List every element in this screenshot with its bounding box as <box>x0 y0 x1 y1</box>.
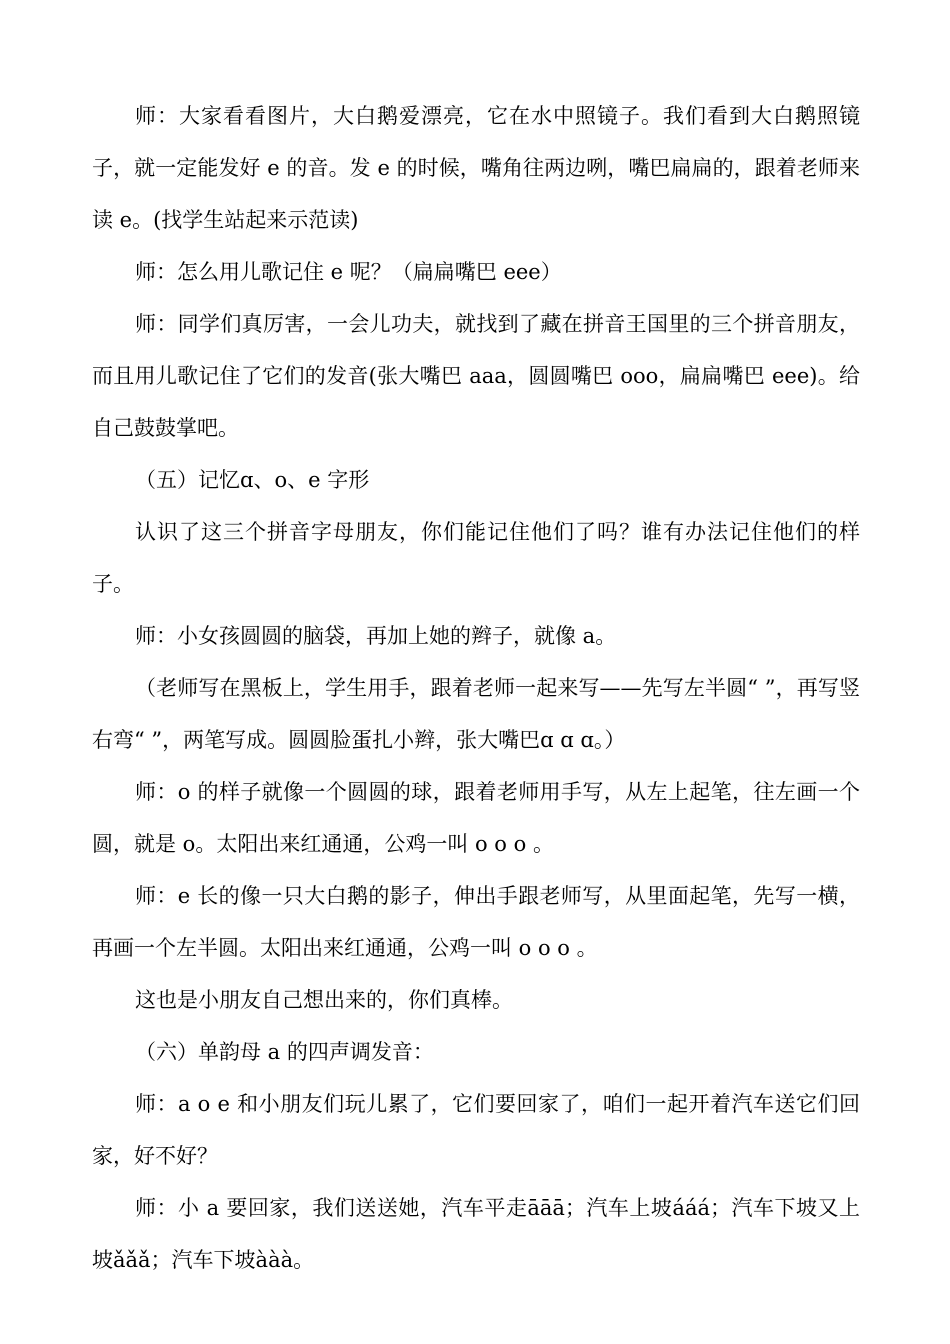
paragraph-remember-shapes: 认识了这三个拼音字母朋友，你们能记住他们了吗？谁有办法记住他们的样子。 <box>92 520 860 596</box>
paragraph-e-rhyme: 师：怎么用儿歌记住 e 呢？（扁扁嘴巴 eee） <box>135 260 562 284</box>
paragraph-praise: 师：同学们真厉害，一会儿功夫，就找到了藏在拼音王国里的三个拼音朋友，而且用儿歌记住了它们的发音(张大嘴巴 aaa，圆圆嘴巴 ooo，扁扁嘴巴 eee)。给自己鼓鼓掌吧。 <box>92 312 860 440</box>
paragraph-a-writing: （老师写在黑板上，学生用手，跟着老师一起来写——先写左半圆“ ”，再写竖右弯“ ”，两笔写成。圆圆脸蛋扎小辫，张大嘴巴ɑ ɑ ɑ。） <box>92 676 860 752</box>
paragraph-teacher-e-goose: 师：大家看看图片，大白鹅爱漂亮，它在水中照镜子。我们看到大白鹅照镜子，就一定能发好 e 的音。发 e 的时候，嘴角往两边咧，嘴巴扁扁的，跟着老师来读 e。(找学生站起来示范读) <box>92 104 860 232</box>
paragraph-o-shape: 师：o 的样子就像一个圆圆的球，跟着老师用手写，从左上起笔，往左画一个圆，就是 o。太阳出来红通通，公鸡一叫 o o o 。 <box>92 780 860 856</box>
paragraph-e-shape: 师：e 长的像一只大白鹅的影子，伸出手跟老师写，从里面起笔，先写一横，再画一个左半圆。太阳出来红通通，公鸡一叫 o o o 。 <box>92 884 860 960</box>
paragraph-kids-idea: 这也是小朋友自己想出来的，你们真棒。 <box>135 988 513 1012</box>
section-heading-six: （六）单韵母 a 的四声调发音： <box>135 1040 434 1064</box>
paragraph-tones: 师：小 a 要回家，我们送送她，汽车平走āāā；汽车上坡ááá；汽车下坡又上坡ǎǎǎ；汽车下坡ààà。 <box>92 1196 860 1272</box>
paragraph-a-shape: 师：小女孩圆圆的脑袋，再加上她的辫子，就像 a。 <box>135 624 617 648</box>
document-body <box>92 90 860 1286</box>
paragraph-send-home: 师：a o e 和小朋友们玩儿累了，它们要回家了，咱们一起开着汽车送它们回家，好不好？ <box>92 1092 860 1168</box>
section-heading-five: （五）记忆ɑ、o、e 字形 <box>135 468 370 492</box>
